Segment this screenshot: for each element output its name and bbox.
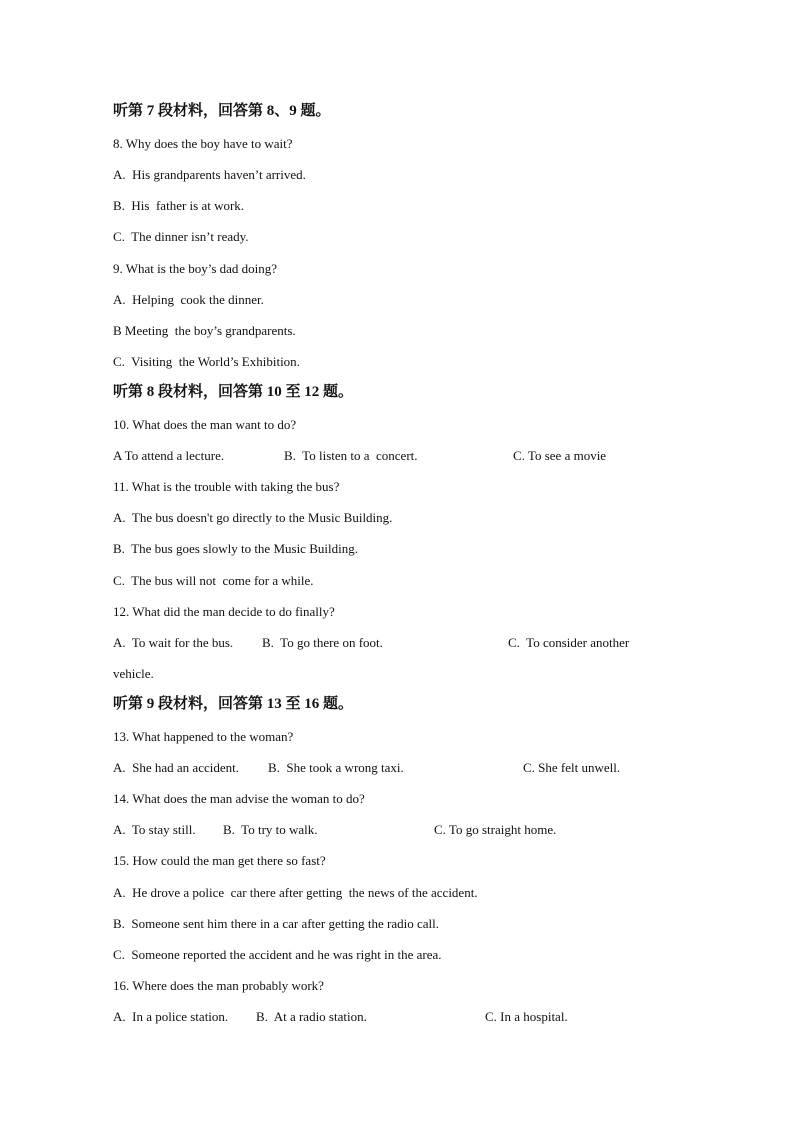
question-14-option-c: C. To go straight home. [434,822,557,837]
question-13: 13. What happened to the woman? [113,729,294,744]
question-11: 11. What is the trouble with taking the bus? [113,479,340,494]
question-12-option-a: A. To wait for the bus. [113,635,234,650]
question-16-option-b: B. At a radio station. [256,1009,367,1024]
question-13-option-c: C. She felt unwell. [523,760,621,775]
question-8: 8. Why does the boy have to wait? [113,136,293,151]
question-16: 16. Where does the man probably work? [113,978,324,993]
question-10-option-a: A To attend a lecture. [113,448,225,463]
question-14-option-a: A. To stay still. [113,822,196,837]
question-11-option-a: A. The bus doesn't go directly to the Music Building. [113,510,393,525]
question-9: 9. What is the boy’s dad doing? [113,261,278,276]
question-11-option-b: B. The bus goes slowly to the Music Building. [113,541,358,556]
section-heading-9: 听第 9 段材料，回答第 13 至 16 题。 [113,696,354,712]
question-10-option-c: C. To see a movie [513,448,607,463]
question-13-option-a: A. She had an accident. [113,760,239,775]
question-12-option-b: B. To go there on foot. [262,635,383,650]
question-15-option-a: A. He drove a police car there after getting the news of the accident. [113,885,478,900]
question-8-option-c: C. The dinner isn’t ready. [113,229,249,244]
question-9-option-c: C. Visiting the World’s Exhibition. [113,354,300,369]
question-11-option-c: C. The bus will not come for a while. [113,573,314,588]
question-8-option-b: B. His father is at work. [113,198,245,213]
question-12-option-c: C. To consider another [508,635,630,650]
question-14: 14. What does the man advise the woman to do? [113,791,365,806]
section-heading-8: 听第 8 段材料，回答第 10 至 12 题。 [113,384,354,400]
section-heading-7: 听第 7 段材料，回答第 8、9 题。 [113,103,331,119]
question-8-option-a: A. His grandparents haven’t arrived. [113,167,306,182]
question-9-option-b: B Meeting the boy’s grandparents. [113,323,296,338]
question-15-option-b: B. Someone sent him there in a car after getting the radio call. [113,916,439,931]
question-15-option-c: C. Someone reported the accident and he was right in the area. [113,947,442,962]
question-14-option-b: B. To try to walk. [223,822,318,837]
question-13-option-b: B. She took a wrong taxi. [268,760,404,775]
question-15: 15. How could the man get there so fast? [113,853,326,868]
question-16-option-c: C. In a hospital. [485,1009,568,1024]
question-16-option-a: A. In a police station. [113,1009,229,1024]
question-10: 10. What does the man want to do? [113,417,297,432]
question-12: 12. What did the man decide to do finally? [113,604,335,619]
question-10-option-b: B. To listen to a concert. [284,448,418,463]
question-12-option-c-continued: vehicle. [113,666,154,681]
question-9-option-a: A. Helping cook the dinner. [113,292,264,307]
